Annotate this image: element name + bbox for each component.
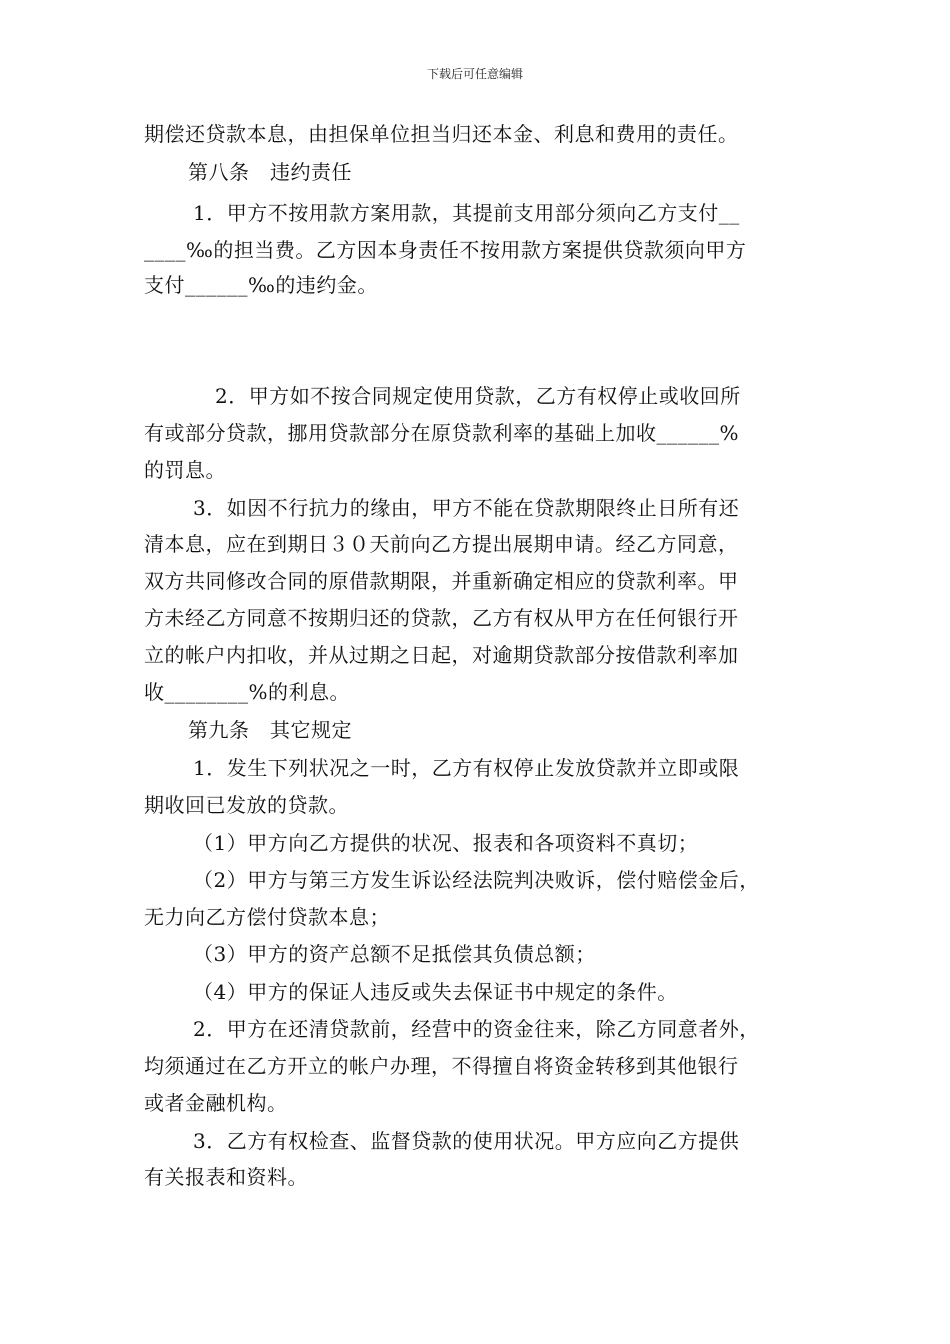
paragraph-line: 期收回已发放的贷款。 (144, 793, 349, 817)
paragraph-line: 期偿还贷款本息，由担保单位担当归还本金、利息和费用的责任。 (144, 122, 739, 146)
page-header: 下载后可任意编辑 (426, 67, 523, 81)
paragraph-line: 立的帐户内扣收，并从过期之日起，对逾期贷款部分按借款利率加 (144, 643, 739, 667)
paragraph-line: 的罚息。 (144, 458, 226, 482)
paragraph-line: 清本息，应在到期日３０天前向乙方提出展期申请。经乙方同意， (144, 532, 739, 556)
paragraph-line: 2．甲方在还清贷款前，经营中的资金往来，除乙方同意者外， (193, 1017, 760, 1041)
paragraph-line: 有或部分贷款，挪用贷款部分在原贷款利率的基础上加收______% (144, 421, 740, 445)
list-item: （1）甲方向乙方提供的状况、报表和各项资料不真切； (193, 831, 699, 855)
paragraph-line: 支付______‰的违约金。 (144, 273, 378, 297)
paragraph-line: 方未经乙方同意不按期归还的贷款，乙方有权从甲方在任何银行开 (144, 606, 739, 630)
article-heading: 第九条 其它规定 (188, 718, 352, 742)
paragraph-line: 3．如因不行抗力的缘由，甲方不能在贷款期限终止日所有还 (193, 496, 740, 520)
paragraph-line: 双方共同修改合同的原借款期限，并重新确定相应的贷款利率。甲 (144, 569, 739, 593)
paragraph-line: 无力向乙方偿付贷款本息； (144, 905, 390, 929)
paragraph-line: 3．乙方有权检查、监督贷款的使用状况。甲方应向乙方提供 (193, 1129, 740, 1153)
paragraph-line: ____‰的担当费。乙方因本身责任不按用款方案提供贷款须向甲方 (144, 238, 747, 262)
list-item: （4）甲方的保证人违反或失去保证书中规定的条件。 (193, 980, 678, 1004)
list-item: （2）甲方与第三方发生诉讼经法院判决败诉，偿付赔偿金后， (193, 868, 760, 892)
paragraph-line: 1．甲方不按用款方案用款，其提前支用部分须向乙方支付__ (193, 201, 740, 225)
paragraph-line: 有关报表和资料。 (144, 1165, 308, 1189)
article-heading: 第八条 违约责任 (188, 160, 352, 184)
paragraph-line: 均须通过在乙方开立的帐户办理，不得擅自将资金转移到其他银行 (144, 1054, 739, 1078)
paragraph-line: 1．发生下列状况之一时，乙方有权停止发放贷款并立即或限 (193, 756, 740, 780)
list-item: （3）甲方的资产总额不足抵偿其负债总额； (193, 942, 596, 966)
paragraph-line: 收________%的利息。 (144, 680, 351, 704)
paragraph-line: 或者金融机构。 (144, 1091, 288, 1115)
paragraph-line: 2．甲方如不按合同规定使用贷款，乙方有权停止或收回所 (215, 384, 741, 408)
